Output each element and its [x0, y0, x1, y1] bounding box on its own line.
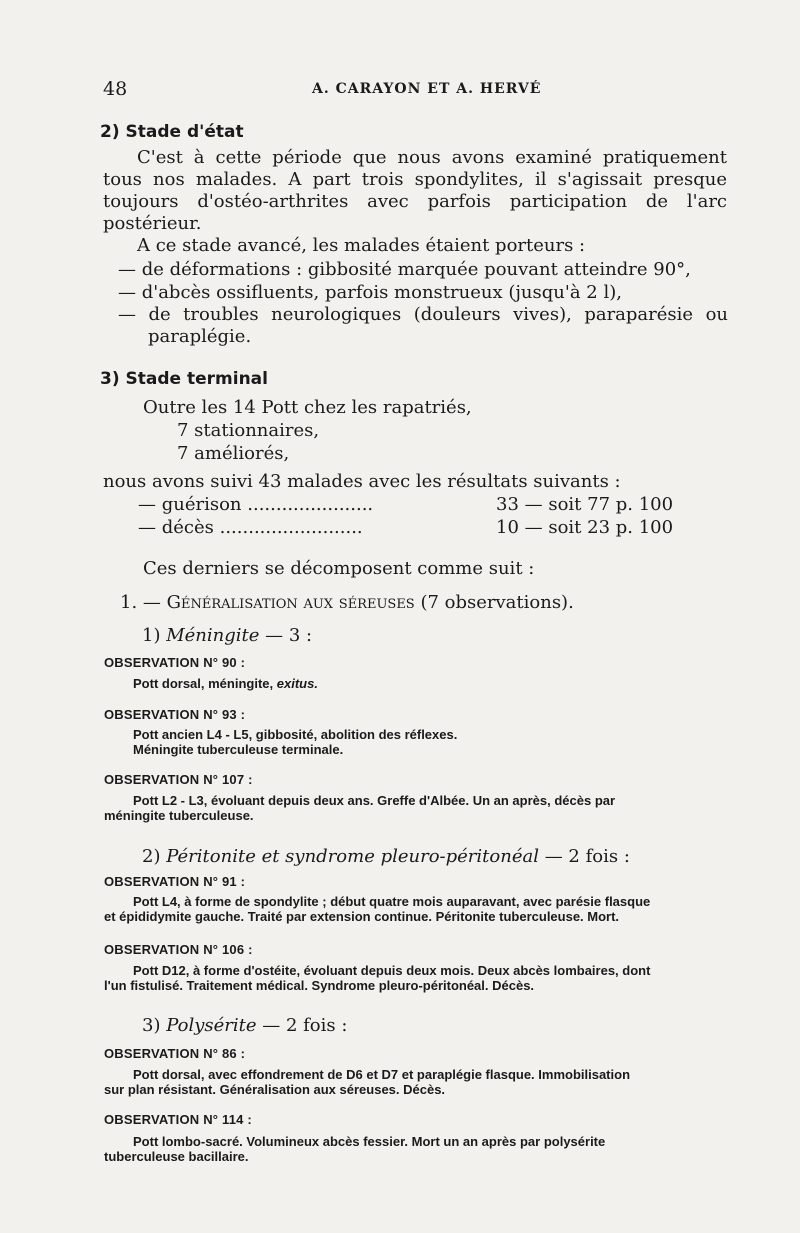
observation-heading: OBSERVATION N° 90 :: [104, 655, 246, 670]
section-label: Stade d'état: [125, 122, 244, 142]
observation-line-italic: exitus.: [276, 676, 318, 691]
observation-text: [133, 676, 318, 691]
paragraph-line: 7 améliorés,: [177, 443, 290, 464]
subsection-count: — 2 fois :: [262, 1015, 348, 1036]
observation-heading: OBSERVATION N° 86 :: [104, 1046, 246, 1061]
subsection-meningite: [142, 625, 312, 646]
observation-line: sur plan résistant. Généralisation aux séreuses. Décès.: [104, 1082, 446, 1097]
observation-heading: OBSERVATION N° 114 :: [104, 1112, 252, 1127]
observation-line: Pott D12, à forme d'ostéite, évoluant depuis deux mois. Deux abcès lombaires, dont: [133, 963, 651, 978]
heading-count: (7 observations).: [420, 592, 574, 613]
paragraph-line: A ce stade avancé, les malades étaient porteurs :: [137, 235, 586, 256]
subsection-peritonite: [142, 846, 630, 867]
observation-line: Pott L4, à forme de spondylite ; début quatre mois auparavant, avec parésie flasque: [133, 894, 651, 909]
heading-number: 1. —: [120, 592, 161, 613]
running-header: A. CARAYON ET A. HERVÉ: [312, 81, 542, 97]
paragraph-line: toujours d'ostéo-arthrites avec parfois participation de l'arc: [103, 191, 727, 212]
subsection-polyserite: [142, 1015, 347, 1036]
generalisation-heading: [120, 592, 574, 613]
observation-heading: OBSERVATION N° 106 :: [104, 942, 253, 957]
subsection-count: — 2 fois :: [544, 846, 630, 867]
list-item: — d'abcès ossifluents, parfois monstrueux (jusqu'à 2 l),: [118, 282, 622, 303]
observation-line: Pott dorsal, méningite,: [133, 676, 274, 691]
subsection-number: 2): [142, 846, 161, 867]
subsection-number: 1): [142, 625, 161, 646]
observation-line: Pott ancien L4 - L5, gibbosité, abolition des réflexes.: [133, 727, 458, 742]
paragraph-line: 7 stationnaires,: [177, 420, 320, 441]
subsection-name: Péritonite et syndrome pleuro-péritonéal: [166, 846, 539, 867]
result-label: — décès: [138, 517, 214, 538]
paragraph-line: tous nos malades. A part trois spondylites, il s'agissait presque: [103, 169, 727, 190]
result-value: 33 — soit 77 p. 100: [496, 494, 674, 515]
paragraph-line: postérieur.: [103, 213, 202, 234]
list-item: — de déformations : gibbosité marquée pouvant atteindre 90°,: [118, 259, 691, 280]
subsection-number: 3): [142, 1015, 161, 1036]
leader-dots: .........................: [219, 517, 363, 538]
observation-heading: OBSERVATION N° 91 :: [104, 874, 246, 889]
observation-line: et épididymite gauche. Traité par extension continue. Péritonite tuberculeuse. Mort.: [104, 909, 620, 924]
list-item: — de troubles neurologiques (douleurs vives), paraparésie ou: [118, 304, 728, 325]
page-number: 48: [103, 78, 128, 100]
observation-line: Méningite tuberculeuse terminale.: [133, 742, 344, 757]
result-value: 10 — soit 23 p. 100: [496, 517, 674, 538]
section-label: Stade terminal: [125, 369, 268, 389]
paragraph-line: nous avons suivi 43 malades avec les résultats suivants :: [103, 471, 621, 492]
observation-line: Pott dorsal, avec effondrement de D6 et D7 et paraplégie flasque. Immobilisation: [133, 1067, 631, 1082]
result-row-deces: [138, 517, 363, 538]
paragraph-line: Ces derniers se décomposent comme suit :: [143, 558, 535, 579]
observation-heading: OBSERVATION N° 107 :: [104, 772, 253, 787]
section-number: 3): [100, 369, 120, 389]
observation-heading: OBSERVATION N° 93 :: [104, 707, 246, 722]
observation-line: l'un fistulisé. Traitement médical. Syndrome pleuro-péritonéal. Décès.: [104, 978, 535, 993]
leader-dots: ......................: [247, 494, 374, 515]
subsection-count: — 3 :: [265, 625, 313, 646]
observation-line: Pott lombo-sacré. Volumineux abcès fessier. Mort un an après par polysérite: [133, 1134, 606, 1149]
result-label: — guérison: [138, 494, 242, 515]
observation-line: Pott L2 - L3, évoluant depuis deux ans. Greffe d'Albée. Un an après, décès par: [133, 793, 616, 808]
paragraph-line: C'est à cette période que nous avons examiné pratiquement: [137, 147, 727, 168]
list-item: paraplégie.: [148, 326, 252, 347]
result-row-guerison: [138, 494, 373, 515]
heading-title: Généralisation aux séreuses: [166, 592, 415, 613]
subsection-name: Méningite: [166, 625, 260, 646]
paragraph-line: Outre les 14 Pott chez les rapatriés,: [143, 397, 472, 418]
observation-line: tuberculeuse bacillaire.: [104, 1149, 249, 1164]
section-title-stade-terminal: [100, 369, 268, 389]
section-title-stade-etat: [100, 122, 244, 142]
observation-line: méningite tuberculeuse.: [104, 808, 254, 823]
subsection-name: Polysérite: [166, 1015, 257, 1036]
section-number: 2): [100, 122, 120, 142]
